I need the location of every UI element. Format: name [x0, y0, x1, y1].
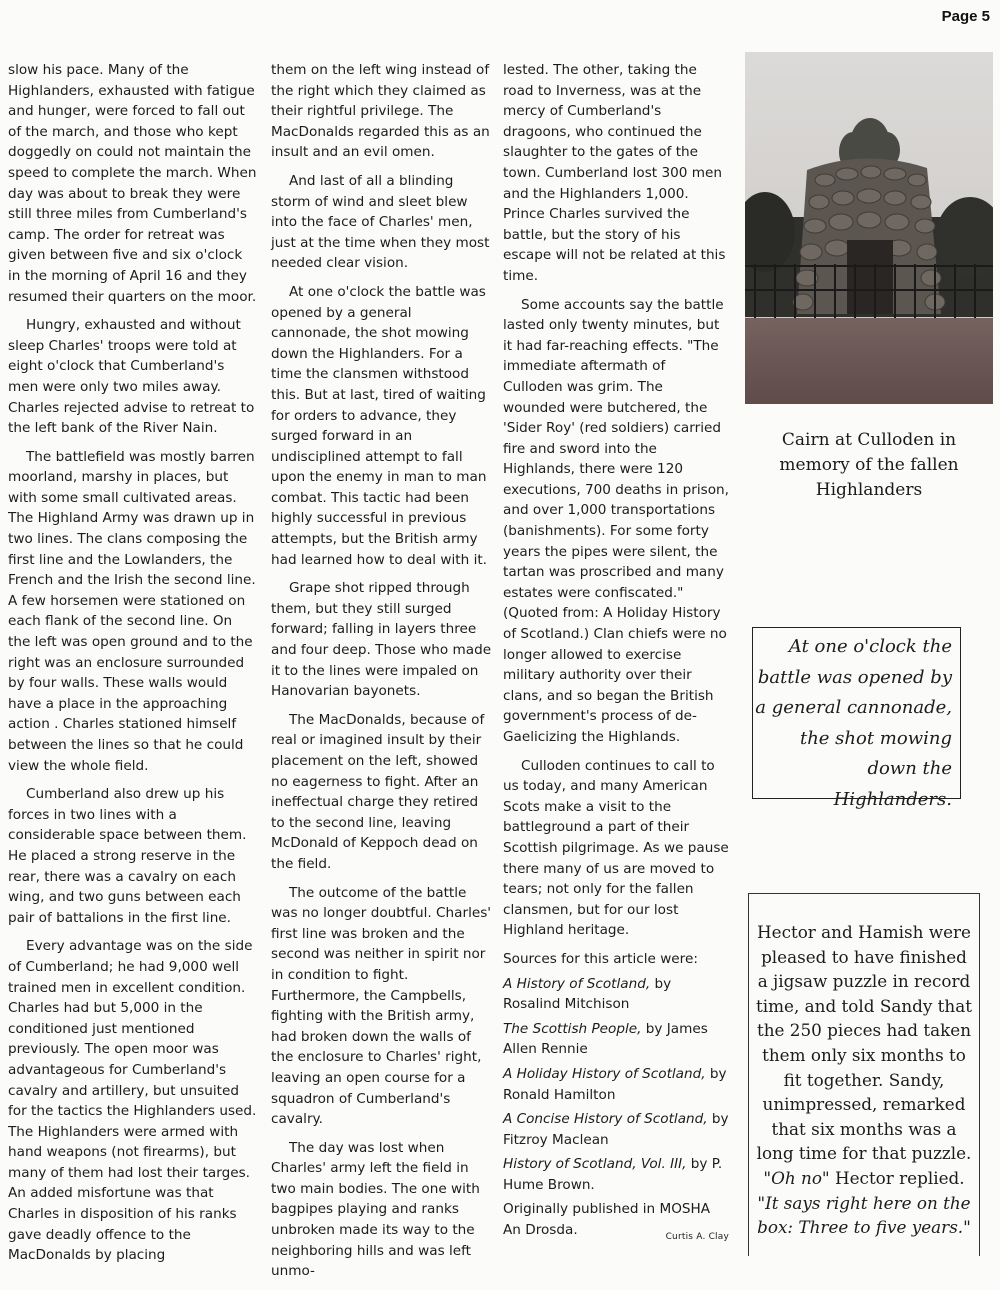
paragraph: The MacDonalds, because of real or imagined insult by their placement on the left, showed no eagerness to fight. After an ineffectual charge they retired to the second line, leaving McDonald of Keppoch dead on the field. — [271, 711, 485, 872]
sources-heading: Sources for this article were: — [503, 950, 698, 967]
source-entry — [503, 1019, 729, 1060]
source-author: by James Allen Rennie — [503, 1020, 708, 1058]
paragraph: The outcome of the battle was no longer doubtful. Charles' first line was broken and the second was neither in spirit nor in condition to fight. Furthermore, the Campbells, fighting with the British army, had broken down the walls of the enclosure to Charles' right, leaving an open course for a squadron of Cumberland's cavalry. — [271, 884, 492, 1128]
paragraph: Cumberland also drew up his forces in two lines with a considerable space between them. He placed a strong reserve in the rear, there was a cavalry on each wing, and two guns between each pair of battalions in the first line. — [8, 786, 247, 926]
joke-text: Hector and Hamish were pleased to have finished a jigsaw puzzle in record time, and told Sandy that the 250 pieces had taken them only six months to fit together. Sandy, unimpressed, remarked that six months was a long time for that puzzle. — [756, 922, 972, 1164]
cairn-photo — [745, 52, 993, 404]
originally-published-note: Originally published in MOSHA An Drosda. — [503, 1201, 711, 1239]
source-entry — [503, 1109, 729, 1150]
page-number: Page 5 — [941, 8, 990, 25]
joke-quote-oh-no: "Oh no" — [763, 1167, 830, 1188]
paragraph: slow his pace. Many of the Highlanders, exhausted with fatigue and hunger, were forced to fall out of the march, and those who kept doggedly on could not maintain the speed to complete the march. When day was about to break they were still three miles from Cumberland's camp. The order for retreat was given between five and six o'clock in the morning of April 16 and they resumed their quarters on the moor. — [8, 62, 257, 305]
source-entry — [503, 974, 729, 1015]
paragraph: them on the left wing instead of the right which they claimed as their rightful privilege. The MacDonalds regarded this as an insult and an evil omen. — [271, 62, 490, 161]
jigsaw-puzzle-joke-box — [748, 893, 980, 1256]
paragraph: And last of all a blinding storm of wind and sleet blew into the face of Charles' men, just at the time when they most needed clear vision. — [271, 172, 490, 272]
paragraph: Hungry, exhausted and without sleep Charles' troops were told at eight o'clock that Cumberland's men were only two miles away. Charles rejected advise to retreat to the left bank of the River Nain. — [8, 317, 255, 437]
paragraph: Grape shot ripped through them, but they still surged forward; falling in layers three and four deep. Those who made it to the lines were impaled on Hanovarian bayonets. — [271, 580, 492, 700]
source-author: by Fitzroy Maclean — [503, 1111, 729, 1148]
paragraph: Culloden continues to call to us today, and many American Scots make a visit to the battleground a part of their Scottish pilgrimage. As we pause there many of us are moved to tears; not only for the fallen clansmen, but for our lost Highland heritage. — [503, 757, 729, 939]
source-author: by Rosalind Mitchison — [503, 975, 672, 1013]
article-column-1 — [8, 60, 258, 1274]
source-author: by Ronald Hamilton — [503, 1065, 727, 1103]
pull-quote: At one o'clock the battle was opened by a general cannonade, the shot mowing down the Highlanders. — [752, 627, 961, 799]
author-credit: Curtis A. Clay — [665, 1231, 729, 1242]
paragraph: Every advantage was on the side of Cumberland; he had 9,000 well trained men in excellent condition. Charles had but 5,000 in the conditioned just mentioned previously. The open moor was advantageous for Cumberland's cavalry and artillery, but unsuited for the tactics the Highlanders used. The Highlanders were armed with hand weapons (not firearms), but many of them had lost their targes. An added misfortune was that Charles in disposition of his ranks gave deadly offence to the MacDonalds by placing — [8, 938, 257, 1264]
photo-caption: Cairn at Culloden in memory of the fallen Highlanders — [779, 430, 959, 500]
paragraph: At one o'clock the battle was opened by a general cannonade, the shot mowing down the Highlanders. For a time the clansmen withstood this. But at last, tired of waiting for orders to advance, they surged forward in an undisciplined attempt to fall upon the enemy in man to man combat. This tactic had been highly successful in previous attempts, but the British army had learned how to deal with it. — [271, 283, 487, 568]
paragraph: The battlefield was mostly barren moorland, marshy in places, but with some small cultivated areas. The Highland Army was drawn up in two lines. The clans composing the first line and the Lowlanders, the French and the Irish the second line. A few horsemen were stationed on each flank of the second line. On the left was open ground and to the right was an enclosure surrounded by four walls. These walls would have a place in the approaching action . Charles stationed himself between the lines so that he could view the whole field. — [8, 448, 256, 774]
joke-text-middle: Hector replied. — [829, 1167, 965, 1188]
article-column-2 — [271, 60, 495, 1290]
paragraph: Some accounts say the battle lasted only twenty minutes, but it had far-reaching effects. "The immediate aftermath of Culloden was grim. The wounded were butchered, the 'Sider Roy' (red soldiers) carried fire and sword into the Highlands, there were 120 executions, 700 deaths in prison, and over 1,000 transportations (banishments). For some forty years the pipes were silent, the tartan was proscribed and many estates were confiscated." (Quoted from: A Holiday History of Scotland.) Clan chiefs were no longer allowed to exercise military authority over their clans, and so began the British government's process of de-Gaelicizing the Highlands. — [503, 296, 729, 745]
cairn-photo-illustration — [745, 52, 993, 404]
source-title: The Scottish People, — [503, 1020, 642, 1037]
paragraph: lested. The other, taking the road to Inverness, was at the mercy of Cumberland's dragoons, who continued the slaughter to the gates of the town. Cumberland lost 300 men and the Highlanders 1,000. Prince Charles survived the battle, but the story of his escape will not be related at this time. — [503, 62, 726, 284]
paragraph: The day was lost when Charles' army left the field in two main bodies. The one with bagpipes playing and ranks unbroken made its way to the neighboring hills and was left unmo- — [271, 1139, 480, 1280]
source-title: A Holiday History of Scotland, — [503, 1065, 706, 1082]
source-entry — [503, 1154, 729, 1195]
source-title: A Concise History of Scotland, — [503, 1111, 708, 1128]
source-title: History of Scotland, Vol. III, — [503, 1156, 687, 1173]
joke-punchline: "It says right here on the box: Three to five years." — [757, 1192, 971, 1238]
source-author: by P. Hume Brown. — [503, 1156, 723, 1193]
article-column-3 — [503, 60, 729, 1247]
source-entry — [503, 1064, 729, 1105]
source-title: A History of Scotland, — [503, 975, 651, 992]
